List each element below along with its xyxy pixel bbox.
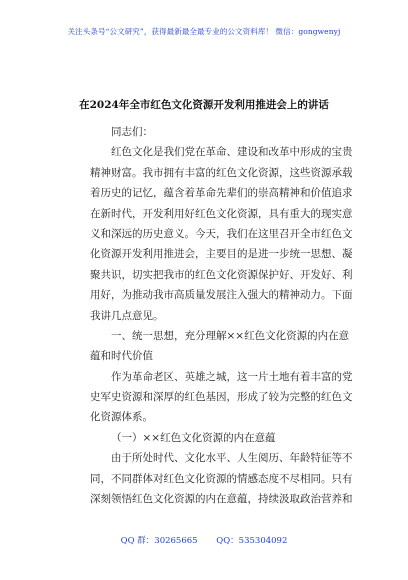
document-body xyxy=(90,122,353,509)
paragraph-line: 义和深远的历史意义。今天，我们在这里召开全市红色文 xyxy=(90,227,353,240)
paragraph-line: 我讲几点意见。 xyxy=(90,309,164,322)
paragraph-line: 用好，为推动我市高质量发展注入强大的精神动力。下面 xyxy=(90,289,353,302)
paragraph-line: 红色文化是我们党在革命、建设和改革中形成的宝贵 xyxy=(111,146,353,159)
section-heading-line: 蕴和时代价值 xyxy=(90,350,153,363)
paragraph-line: 化资源体系。 xyxy=(90,411,153,424)
paragraph-line: 深刻领悟红色文化资源的内在意蕴，持续汲取政治营养和 xyxy=(90,493,353,506)
paragraph-line: 由于所处时代、文化水平、人生阅历、年龄特征等不 xyxy=(111,452,353,465)
paragraph-line: 精神财富。我市拥有丰富的红色文化资源，这些资源承载 xyxy=(90,166,353,179)
paragraph-line: 着历史的记忆，蕴含着革命先辈们的崇高精神和价值追求 xyxy=(90,187,353,200)
header-banner: 关注头条号“公文研究”，获得最新最全最专业的公文资料库！ 微信：gongwenyj xyxy=(67,27,341,36)
subsection-heading: （一）××红色文化资源的内在意蕴 xyxy=(111,431,276,444)
footer-qq: QQ：535304092 xyxy=(216,536,288,546)
paragraph-line: 作为革命老区、英雄之城，这一片土地有着丰富的党 xyxy=(111,370,353,383)
footer-contact xyxy=(0,534,408,546)
paragraph-line: 同，不同群体对红色文化资源的情感态度不尽相同。只有 xyxy=(90,472,353,485)
section-heading-line: 一、统一思想，充分理解××红色文化资源的内在意 xyxy=(111,329,350,342)
paragraph-line: 在新时代，开发利用好红色文化资源，具有重大的现实意 xyxy=(90,207,353,220)
footer-qq-group: QQ 群：30265665 xyxy=(120,536,198,546)
document-title: 在2024年全市红色文化资源开发利用推进会上的讲话 xyxy=(79,99,329,111)
salutation: 同志们： xyxy=(111,126,153,138)
paragraph-line: 史军史资源和深厚的红色基因，形成了较为完整的红色文 xyxy=(90,391,353,404)
paragraph-line: 聚共识，切实把我市的红色文化资源保护好、开发好、利 xyxy=(90,268,353,281)
paragraph-line: 化资源开发利用推进会，主要目的是进一步统一思想、凝 xyxy=(90,248,353,261)
